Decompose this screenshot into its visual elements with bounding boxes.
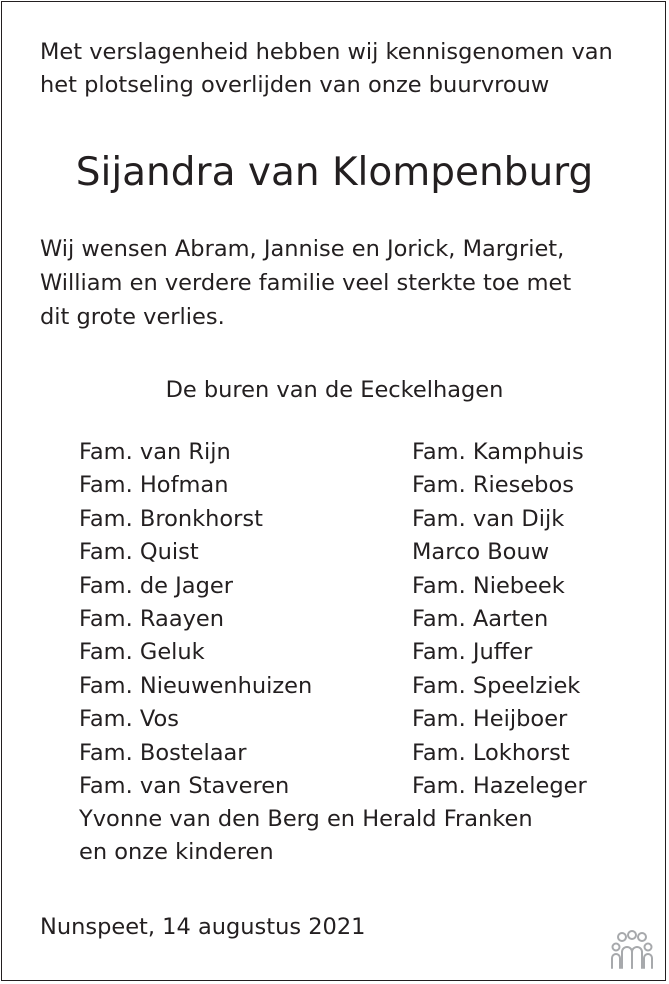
neighbor-name: Fam. Riesebos	[412, 472, 574, 499]
deceased-name: Sijandra van Klompenburg	[75, 150, 594, 195]
place-and-date: Nunspeet, 14 augustus 2021	[40, 914, 366, 940]
neighbors-right-column	[412, 436, 587, 803]
neighbor-name: Fam. Bronkhorst	[79, 505, 263, 532]
neighbor-name: Fam. van Dijk	[412, 505, 565, 532]
signatory-line-2: en onze kinderen	[79, 839, 274, 866]
family-icon	[608, 930, 656, 970]
message-line-3: dit grote verlies.	[40, 304, 225, 330]
neighbor-name: Fam. Lokhorst	[412, 739, 570, 766]
intro-line-2: het plotseling overlijden van onze buurvrouw	[40, 72, 550, 98]
condolence-message	[40, 232, 640, 334]
neighbor-name: Fam. Geluk	[79, 639, 205, 666]
neighbors-left-column	[79, 436, 312, 803]
neighbor-name: Fam. van Staveren	[79, 773, 290, 800]
neighbor-name: Fam. Vos	[79, 706, 180, 733]
neighbor-name: Fam. Raayen	[79, 606, 225, 633]
neighbor-name: Fam. van Rijn	[79, 439, 231, 465]
neighbor-name: Fam. Speelziek	[412, 672, 581, 699]
neighbor-name: Fam. Kamphuis	[412, 439, 584, 465]
neighbor-name: Fam. Bostelaar	[79, 739, 247, 766]
additional-signatories	[79, 803, 533, 870]
intro-line-1: Met verslagenheid hebben wij kennisgenomen van	[40, 39, 613, 65]
neighbor-name: Fam. de Jager	[79, 572, 233, 599]
neighbor-name: Fam. Hazeleger	[412, 773, 587, 800]
message-line-2: William en verdere familie veel sterkte toe met	[40, 270, 572, 296]
neighbor-name: Marco Bouw	[412, 539, 550, 566]
neighbor-name: Fam. Nieuwenhuizen	[79, 672, 313, 699]
message-line-1: Wij wensen Abram, Jannise en Jorick, Margriet,	[40, 236, 565, 262]
intro-text	[40, 36, 640, 102]
neighbor-name: Fam. Hofman	[79, 472, 229, 499]
neighbor-name: Fam. Quist	[79, 539, 199, 566]
neighbor-name: Fam. Heijboer	[412, 706, 568, 733]
neighbor-name: Fam. Aarten	[412, 606, 549, 633]
neighbor-name: Fam. Juffer	[412, 639, 533, 666]
signature-heading: De buren van de Eeckelhagen	[165, 377, 504, 403]
signatory-line-1: Yvonne van den Berg en Herald Franken	[79, 806, 533, 832]
neighbor-name: Fam. Niebeek	[412, 572, 565, 599]
